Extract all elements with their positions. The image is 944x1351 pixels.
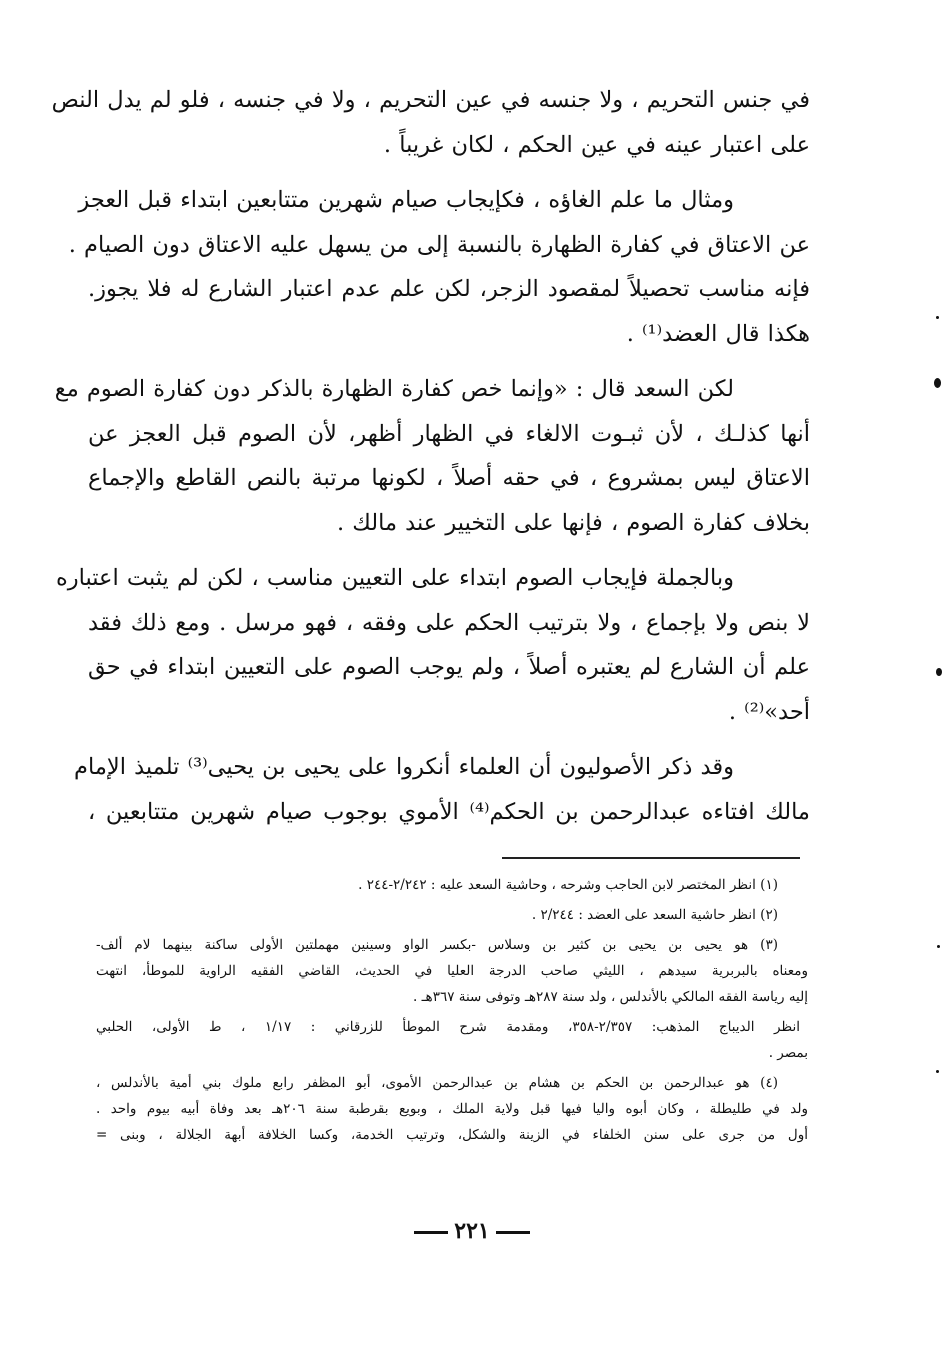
scan-speck [937, 945, 940, 948]
scan-speck [936, 668, 942, 676]
text-line: في جنس التحريم ، ولا جنسه في عين التحريم ، ولا في جنسه ، فلو لم يدل النص [51, 87, 810, 113]
footnote-2 [96, 902, 808, 928]
footnote-3-source [96, 1014, 808, 1066]
paragraph-4 [55, 556, 810, 734]
footnote-line: ومعناه بالبربرية سيدهم ، الليثي صاحب الدرجة العليا في الحديث، القاضي الفقيه الراوية للموطأ، انتهت [96, 963, 808, 979]
footnote-line: إليه رياسة الفقه المالكي بالأندلس ، ولد سنة ٢٨٧هـ وتوفى سنة ٣٦٧هـ . [413, 989, 808, 1005]
footnotes [96, 872, 808, 1152]
scan-speck [936, 1070, 939, 1073]
footnote-line: بمصر . [768, 1045, 808, 1061]
text-line: الاعتاق ليس بمشروع ، في حقه أصلاً ، لكونها مرتبة بالنص القاطع والإجماع [88, 465, 810, 491]
text-line: على اعتبار عينه في عين الحكم ، لكان غريباً . [383, 131, 810, 158]
footnote-line: انظر الديباج المذهب: ٢/٣٥٧-٣٥٨، ومقدمة شرح الموطأ للزرقاني : ١/١٧ ، ط الأولى، الحلبي [96, 1019, 801, 1035]
scan-speck [934, 378, 941, 388]
footnote-1 [96, 872, 808, 898]
page-number [0, 1218, 944, 1244]
paragraph-2 [68, 178, 810, 356]
footnote-3 [96, 932, 808, 1010]
page-number-dash [414, 1231, 448, 1234]
text-line: أنها كذلـك ، لأن ثبـوت الالغاء في الظهار أظهر، لأن الصوم قبل العجز عن [88, 420, 810, 447]
text-line: بخلاف كفارة الصوم ، فإنها على التخيير عند مالك . [337, 509, 810, 536]
footnote-line: (٤) هو عبدالرحمن بن الحكم بن هشام بن عبدالرحمن الأموى، أبو المظفر رابع ملوك بني أمية بالأندلس ، [96, 1075, 778, 1091]
scan-speck [936, 316, 939, 319]
text-line: عن الاعتاق في كفارة الظهارة بالنسبة إلى من يسهل عليه الاعتاق دون الصيام . [68, 231, 810, 258]
footnote-line: (٢) انظر حاشية السعد على العضد : ٢/٢٤٤ . [531, 907, 778, 923]
text-line: ومثال ما علم الغاؤه ، فكإيجاب صيام شهرين متتابعين ابتداء قبل العجز [78, 187, 734, 213]
text-line: لا بنص ولا بإجماع ، ولا بترتيب الحكم على وفقه ، فهو مرسل . ومع ذلك فقد [88, 609, 810, 636]
text-line: علم أن الشارع لم يعتبره أصلاً ، ولم يوجب الصوم على التعيين ابتداء في حق [88, 654, 810, 680]
footnote-separator [502, 857, 800, 859]
paragraph-3 [54, 367, 810, 545]
text-line: وقد ذكر الأصوليون أن العلماء أنكروا على يحيى بن يحيى⁽³⁾ تلميذ الإمام [74, 754, 734, 780]
text-line: مالك افتاءه عبدالرحمن بن الحكم⁽⁴⁾ الأموي بوجوب صيام شهرين متتابعين ، [88, 798, 810, 825]
page-number-dash [496, 1231, 530, 1234]
footnote-line: (١) انظر المختصر لابن الحاجب وشرحه ، وحاشية السعد عليه : ٢/٢٤٢-٢٤٤ . [358, 877, 778, 893]
text-line: لكن السعد قال : «وإنما خص كفارة الظهارة بالذكر دون كفارة الصوم مع [54, 376, 734, 402]
paragraph-5 [74, 745, 810, 834]
text-line: وبالجملة فإيجاب الصوم ابتداء على التعيين مناسب ، لكن لم يثبت اعتباره [55, 565, 734, 591]
text-line: هكذا قال العضد⁽¹⁾ . [626, 320, 810, 347]
main-text [51, 78, 810, 845]
text-line: أحد»⁽²⁾ . [728, 698, 810, 725]
paragraph-1 [51, 78, 810, 167]
footnote-line: (٣) هو يحيى بن يحيى بن كثير بن وسلاس -بكسر الواو وسينين مهملتين الأولى ساكنة بينهما لام ألف- [96, 937, 778, 953]
page-number-value: ٢٢١ [454, 1218, 490, 1244]
text-line: فإنه مناسب تحصيلاً لمقصود الزجر، لكن علم عدم اعتبار الشارع له فلا يجوز. [88, 276, 810, 302]
footnote-line: ولد في طليطلة ، وكان أبوه واليا فيها قبل ولاية الملك ، وبويع بقرطبة سنة ٢٠٦هـ بعد وفاة أبيه بيوم واحد . [96, 1101, 808, 1117]
footnote-line: أول من جرى على سنن الخلفاء في الزينة والشكل، وترتيب الخدمة، وكسا الخلافة أبهة الجلالة ، وبنى = [96, 1127, 808, 1143]
footnote-4 [96, 1070, 808, 1148]
